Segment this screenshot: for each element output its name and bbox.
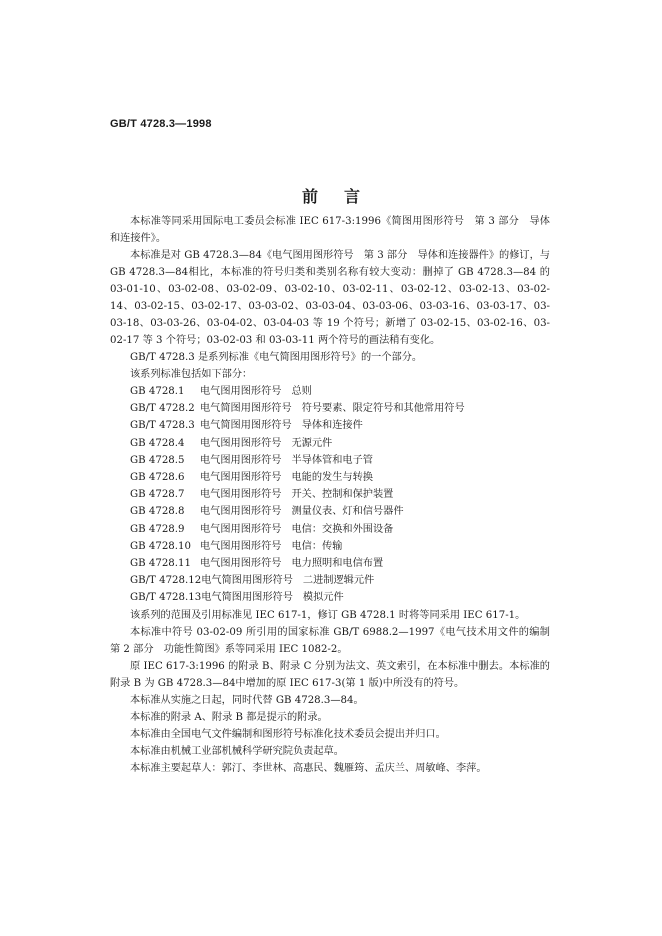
list-item <box>110 555 550 572</box>
page-title: 前言 <box>301 187 386 206</box>
item-code: GB/T 4728.12 <box>130 575 202 587</box>
item-code: GB 4728.7 <box>130 489 185 501</box>
item-series: 电气图用图形符号 <box>200 506 282 518</box>
series-list <box>110 383 550 607</box>
list-item <box>110 417 550 434</box>
paragraph: 本标准等同采用国际电工委员会标准 IEC 617-3:1996《简图用图形符号 第 3 部分 导体和连接件》。 <box>110 216 550 244</box>
paragraph: 该系列标准包括如下部分： <box>130 369 253 380</box>
item-series: 电气简图用图形符号 <box>201 592 293 604</box>
foreword-body <box>110 213 561 777</box>
paragraph: 本标准从实施之日起，同时代替 GB 4728.3—84。 <box>130 694 364 706</box>
list-item <box>110 469 550 486</box>
paragraph: 本标准由机械工业部机械科学研究院负责起草。 <box>130 745 344 757</box>
item-part: 开关、控制和保护装置 <box>291 489 394 501</box>
item-part: 导体和连接件 <box>301 420 363 432</box>
item-part: 模拟元件 <box>302 592 344 604</box>
item-series: 电气图用图形符号 <box>200 489 282 501</box>
item-series: 电气简图用图形符号 <box>201 575 293 587</box>
item-part: 电力照明和电信布置 <box>291 558 384 570</box>
item-code: GB 4728.10 <box>130 540 191 552</box>
item-part: 电信：交换和外围设备 <box>291 523 394 535</box>
item-part: 测量仪表、灯和信号器件 <box>291 506 404 518</box>
item-code: GB 4728.8 <box>130 506 185 518</box>
paragraph: 本标准的附录 A、附录 B 都是提示的附录。 <box>130 711 328 723</box>
item-code: GB 4728.11 <box>130 558 191 570</box>
paragraph: 本标准中符号 03-02-09 所引用的国家标准 GB/T 6988.2—1997《电气技术用文件的编制 第 2 部分 功能性简图》系等同采用 IEC 1082-2。 <box>110 626 561 655</box>
item-series: 电气图用图形符号 <box>200 558 282 570</box>
item-code: GB 4728.4 <box>130 437 185 449</box>
item-part: 半导体管和电子管 <box>291 454 373 466</box>
item-series: 电气图用图形符号 <box>200 437 282 449</box>
item-series: 电气简图用图形符号 <box>200 403 292 415</box>
paragraph: GB/T 4728.3 是系列标准《电气简图用图形符号》的一个部分。 <box>130 352 423 363</box>
item-code: GB/T 4728.3 <box>130 420 195 432</box>
item-series: 电气图用图形符号 <box>200 454 282 466</box>
list-item <box>110 383 550 400</box>
item-code: GB 4728.1 <box>130 386 185 397</box>
list-item <box>110 503 550 520</box>
list-item <box>110 452 550 469</box>
list-item <box>110 486 550 503</box>
item-code: GB 4728.5 <box>130 454 185 466</box>
item-part: 符号要素、限定符号和其他常用符号 <box>301 403 465 415</box>
item-series: 电气图用图形符号 <box>200 386 282 397</box>
list-item <box>110 589 550 606</box>
item-code: GB 4728.6 <box>130 472 185 484</box>
item-code: GB/T 4728.2 <box>130 403 195 415</box>
item-part: 电能的发生与转换 <box>291 472 373 484</box>
item-part: 无源元件 <box>291 437 333 449</box>
item-code: GB/T 4728.13 <box>130 592 202 604</box>
list-item <box>110 521 550 538</box>
item-part: 总则 <box>291 386 312 397</box>
paragraph: 原 IEC 617-3:1996 的附录 B、附录 C 分别为法文、英文索引，在本标准中删去。本标准的附录 B 为 GB 4728.3—84中增加的原 IEC 617-3(第 1 版)中所没有的符号。 <box>110 660 550 689</box>
list-item <box>110 572 550 589</box>
list-item <box>110 435 550 452</box>
paragraph: 本标准由全国电气文件编制和图形符号标准化技术委员会提出并归口。 <box>130 728 446 740</box>
item-code: GB 4728.9 <box>130 523 185 535</box>
paragraph: 本标准主要起草人：郭汀、李世林、高惠民、魏雁筠、孟庆兰、周敏峰、李萍。 <box>130 762 487 774</box>
list-item <box>110 538 550 555</box>
standard-code: GB/T 4728.3—1998 <box>110 118 212 130</box>
item-part: 二进制逻辑元件 <box>302 575 375 587</box>
item-series: 电气图用图形符号 <box>200 540 282 552</box>
paragraph: 该系列的范围及引用标准见 IEC 617-1，修订 GB 4728.1 时将等同采用 IEC 617-1。 <box>130 609 526 621</box>
paragraph: 本标准是对 GB 4728.3—84《电气图用图形符号 第 3 部分 导体和连接器件》的修订，与 GB 4728.3—84相比，本标准的符号归类和类别名称有较大变动：删掉了 GB 4728.3—84 的 03-01-10、03-02-08、03-02-09、03-02-10、03-02-11、03-02-12、03-02-13、03-02-14、03-02-15、03-02-17、03-03-02、03-03-04、03-03-06、03-03-16、03-03-17、03-03-18、03-03-26、03-04-02、03-04-03 等 19 个符号；新增了 03-02-15、03-02-16、03-02-17 等 3 个符号；03-02-03 和 03-03-11 两个符号的画法稍有变化。 <box>110 250 550 346</box>
item-series: 电气图用图形符号 <box>200 523 282 535</box>
item-series: 电气图用图形符号 <box>200 472 282 484</box>
item-series: 电气简图用图形符号 <box>200 420 292 432</box>
item-part: 电信：传输 <box>291 540 343 552</box>
list-item <box>110 400 550 417</box>
